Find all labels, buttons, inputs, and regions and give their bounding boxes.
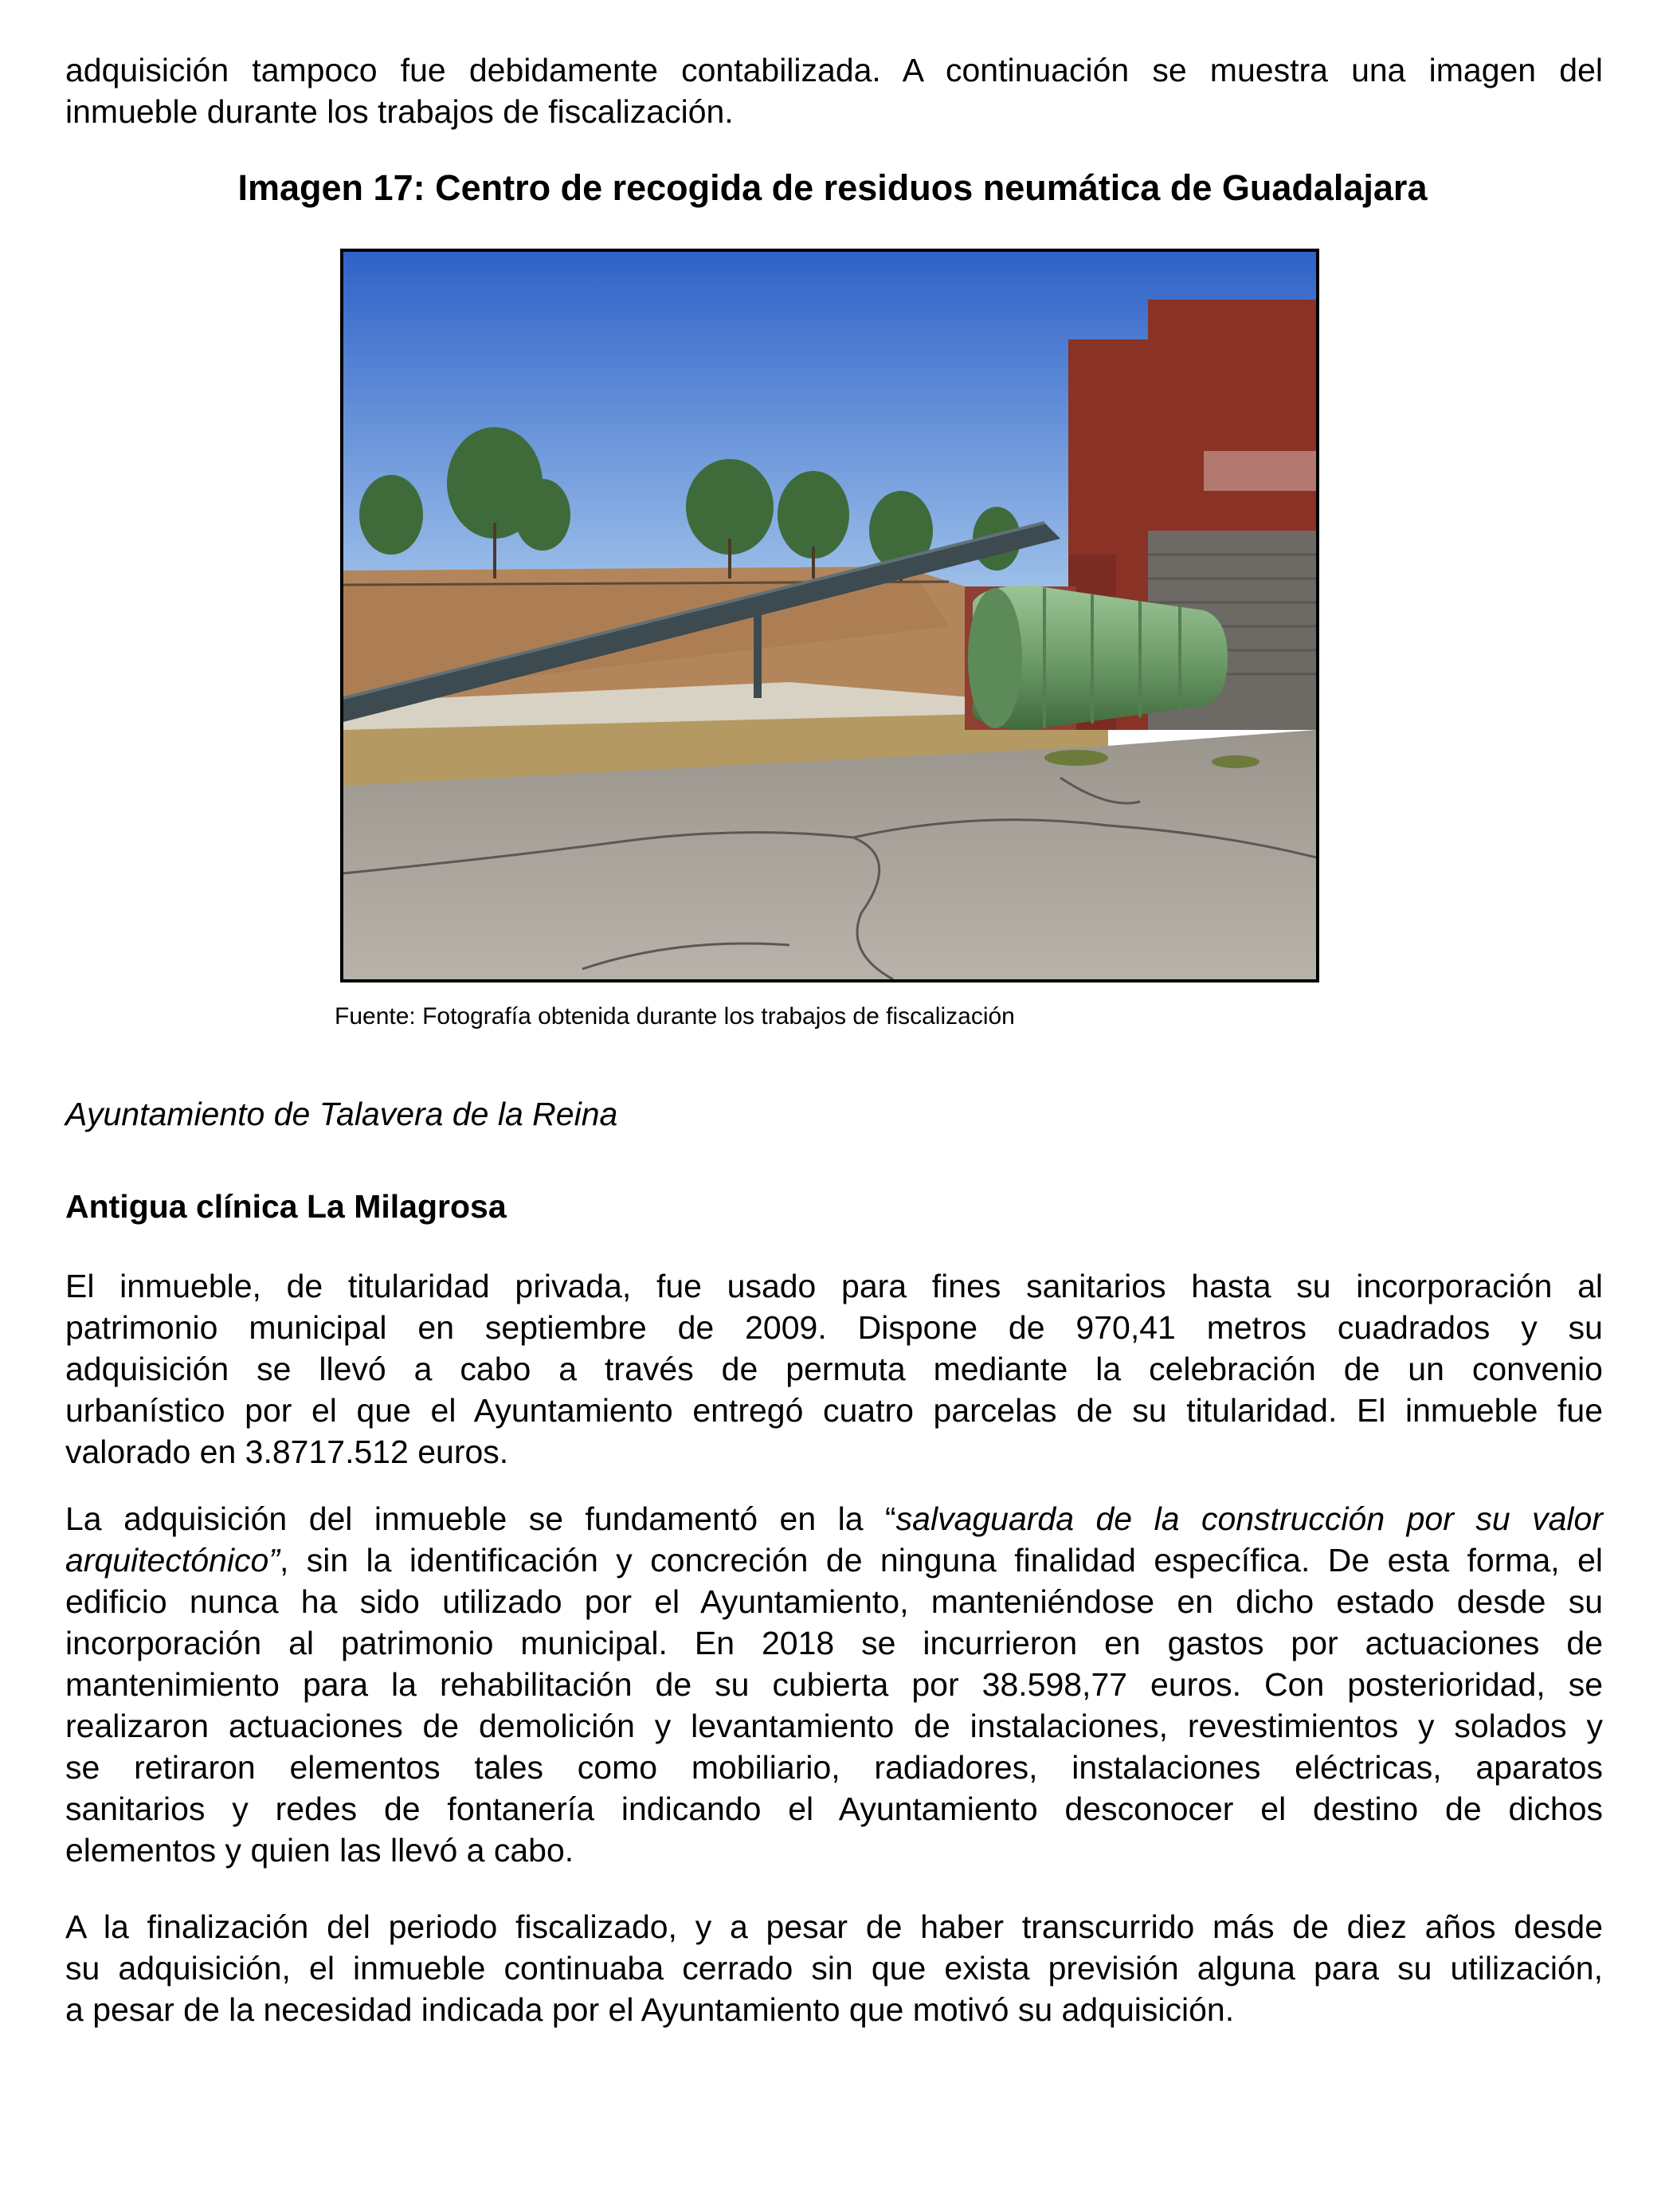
- text-line: mantenimiento para la rehabilitación de su cubierta por 38.598,77 euros. Con posterioridad, se: [65, 1666, 1603, 1703]
- text-line: edificio nunca ha sido utilizado por el Ayuntamiento, manteniéndose en dicho estado desde su: [65, 1583, 1603, 1620]
- figure-photo: [340, 249, 1319, 982]
- text-line: urbanístico por el que el Ayuntamiento entregó cuatro parcelas de su titularidad. El inmueble fue: [65, 1392, 1603, 1429]
- text-line: patrimonio municipal en septiembre de 2009. Dispone de 970,41 metros cuadrados y su: [65, 1309, 1603, 1346]
- text-line: sanitarios y redes de fontanería indicando el Ayuntamiento desconocer el destino de dichos: [65, 1790, 1603, 1827]
- text-line: valorado en 3.8717.512 euros.: [65, 1433, 509, 1470]
- figure-caption: Fuente: Fotografía obtenida durante los trabajos de fiscalización: [335, 1003, 1015, 1030]
- text-line: su adquisición, el inmueble continuaba cerrado sin que exista previsión alguna para su utilización,: [65, 1950, 1603, 1986]
- text-line: se retiraron elementos tales como mobiliario, radiadores, instalaciones eléctricas, aparatos: [65, 1749, 1603, 1786]
- text-line: elementos y quien las llevó a cabo.: [65, 1832, 574, 1869]
- body-paragraph-1: [65, 1265, 1603, 1473]
- entity-heading: Ayuntamiento de Talavera de la Reina: [65, 1096, 618, 1132]
- section-title: Antigua clínica La Milagrosa: [65, 1188, 507, 1225]
- text-line: inmueble durante los trabajos de fiscalización.: [65, 93, 734, 130]
- text-run: La adquisición del inmueble se fundamentó en la “: [65, 1500, 896, 1537]
- text-line: adquisición se llevó a cabo a través de permuta mediante la celebración de un convenio: [65, 1351, 1603, 1387]
- text-line: incorporación al patrimonio municipal. En 2018 se incurrieron en gastos por actuaciones de: [65, 1625, 1603, 1661]
- intro-paragraph: [65, 49, 1603, 132]
- body-paragraph-2: [65, 1498, 1603, 1871]
- quoted-text: arquitectónico”: [65, 1542, 280, 1579]
- text-line: A la finalización del periodo fiscalizado, y a pesar de haber transcurrido más de diez años desde: [65, 1908, 1603, 1945]
- text-run: , sin la identificación y concreción de ninguna finalidad específica. De esta forma, el: [279, 1542, 1603, 1579]
- text-line: realizaron actuaciones de demolición y levantamiento de instalaciones, revestimientos y solados y: [65, 1708, 1603, 1744]
- quoted-text: salvaguarda de la construcción por su valor: [895, 1500, 1603, 1537]
- text-line: [65, 1498, 1603, 1539]
- text-line: [65, 1539, 1603, 1581]
- text-line: El inmueble, de titularidad privada, fue usado para fines sanitarios hasta su incorporación al: [65, 1268, 1603, 1304]
- photo-illustration: [343, 252, 1316, 979]
- text-line: adquisición tampoco fue debidamente contabilizada. A continuación se muestra una imagen del: [65, 52, 1603, 88]
- body-paragraph-3: [65, 1906, 1603, 2030]
- text-line: a pesar de la necesidad indicada por el Ayuntamiento que motivó su adquisición.: [65, 1991, 1235, 2028]
- figure-title: Imagen 17: Centro de recogida de residuos neumática de Guadalajara: [237, 167, 1428, 208]
